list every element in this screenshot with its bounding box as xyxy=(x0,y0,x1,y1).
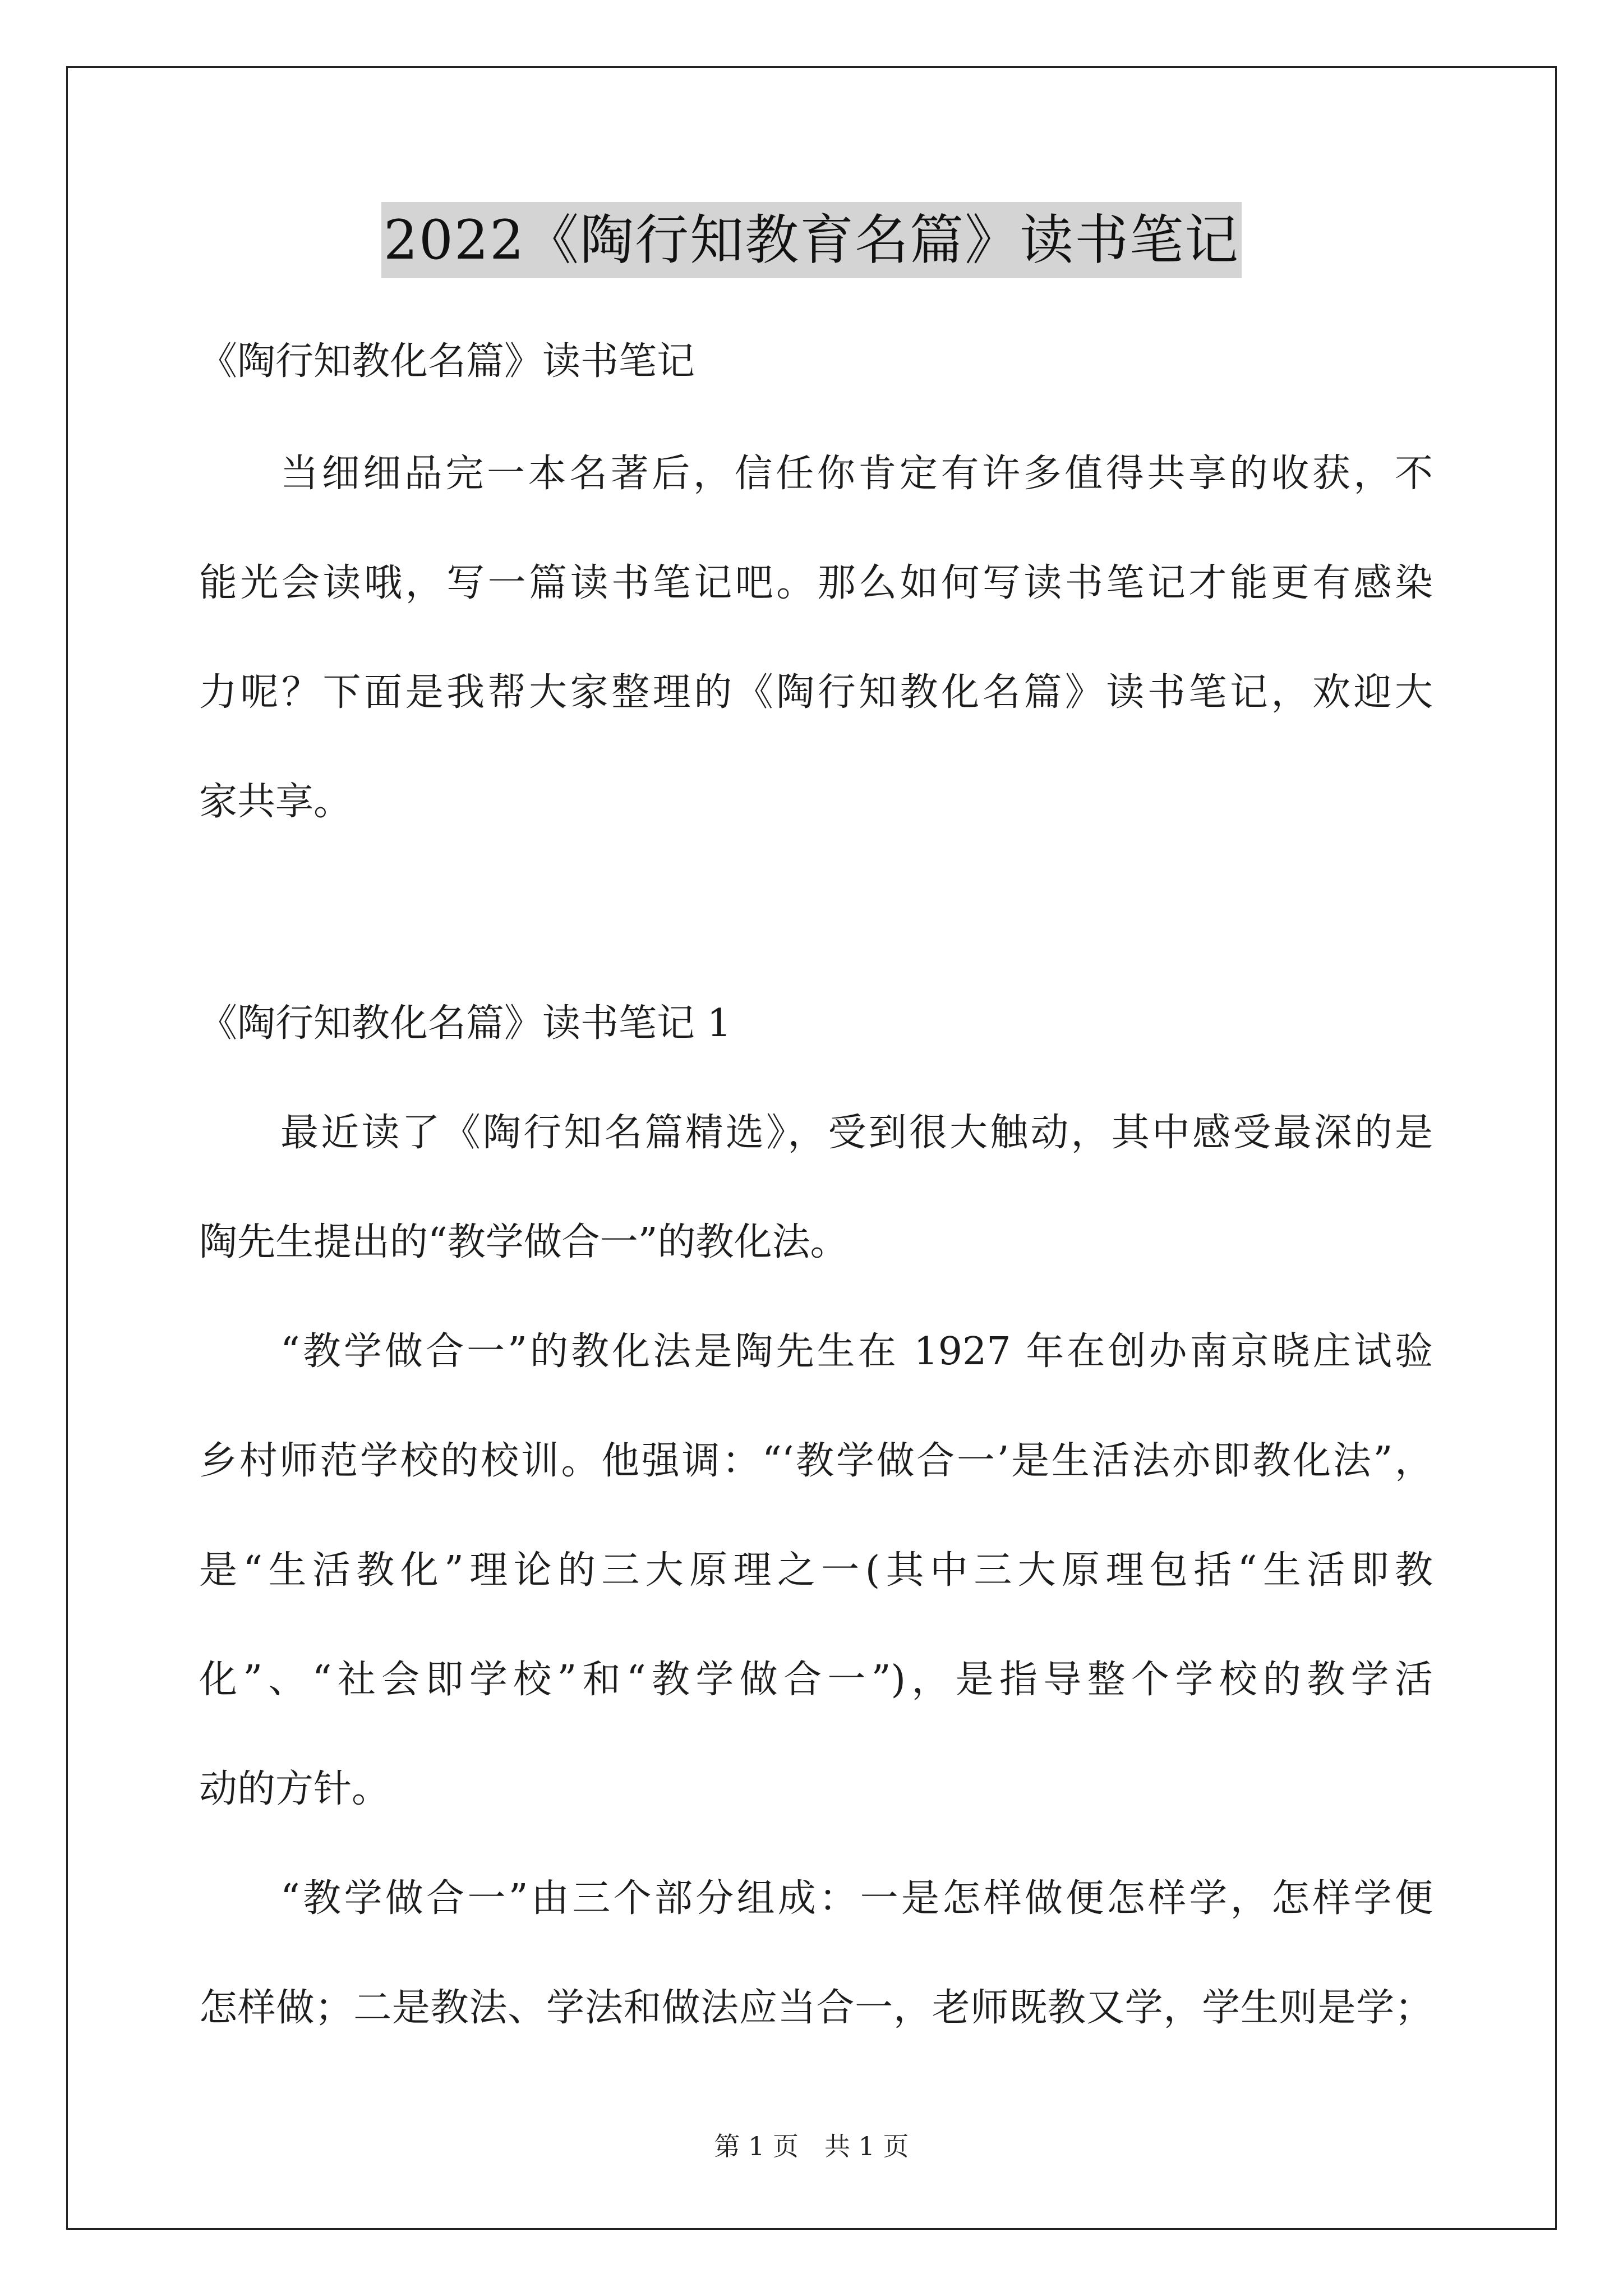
body-line: 怎样做；二是教法、学法和做法应当合一，老师既教又学，学生则是学； xyxy=(199,1986,1433,2030)
body-line: 最近读了《陶行知名篇精选》，受到很大触动，其中感受最深的是 xyxy=(280,1111,1433,1155)
intro-line: 能光会读哦，写一篇读书笔记吧。那么如何写读书笔记才能更有感染 xyxy=(199,561,1433,605)
title-container xyxy=(0,202,1623,278)
document-subtitle: 《陶行知教化名篇》读书笔记 xyxy=(199,339,695,384)
body-line: “教学做合一”的教化法是陶先生在 1927 年在创办南京晓庄试验 xyxy=(280,1329,1433,1374)
document-title: 2022《陶行知教育名篇》读书笔记 xyxy=(381,202,1242,278)
body-line: 陶先生提出的“教学做合一”的教化法。 xyxy=(199,1220,849,1264)
body-line: “教学做合一”由三个部分组成：一是怎样做便怎样学，怎样学便 xyxy=(280,1876,1433,1921)
body-line: 动的方针。 xyxy=(199,1767,390,1811)
page-footer: 第 1 页 共 1 页 xyxy=(714,2131,909,2161)
intro-line: 家共享。 xyxy=(199,780,352,824)
body-line: 化”、“社会即学校”和“教学做合一”)，是指导整个学校的教学活 xyxy=(199,1658,1433,1702)
body-line: 乡村师范学校的校训。他强调：“‘教学做合一’是生活法亦即教化法”， xyxy=(199,1439,1433,1483)
section-heading: 《陶行知教化名篇》读书笔记 1 xyxy=(199,1001,731,1046)
intro-line: 力呢？下面是我帮大家整理的《陶行知教化名篇》读书笔记，欢迎大 xyxy=(199,670,1433,715)
body-line: 是“生活教化”理论的三大原理之一(其中三大原理包括“生活即教 xyxy=(199,1548,1433,1593)
intro-line: 当细细品完一本名著后，信任你肯定有许多值得共享的收获，不 xyxy=(280,452,1433,496)
